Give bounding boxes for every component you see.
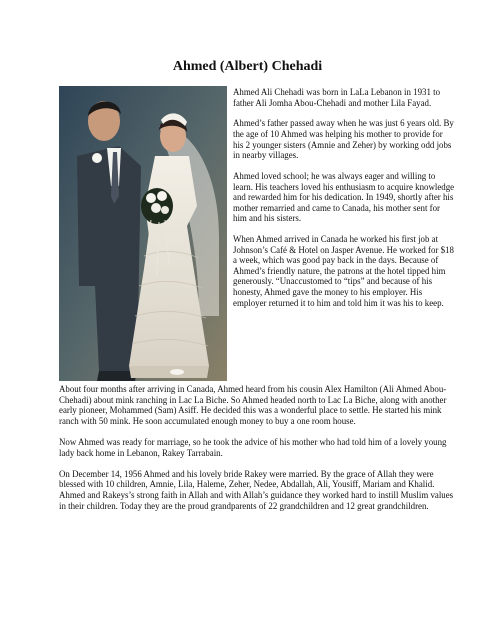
paragraph-mink-ranch: About four months after arriving in Canada, Ahmed heard from his cousin Alex Hamilton (Ali Ahmed Abou-Chehadi) about mink ranching in Lac La Biche. So Ahmed headed north to Lac La Biche, along with another early pioneer, Mohammed (Sam) Asiff. He decided this was a wonderful place to settle. He started his mink ranch with 50 mink. He soon accumulated enough money to buy a one room house.	[59, 384, 447, 427]
paragraph-marriage-advice: Now Ahmed was ready for marriage, so he took the advice of his mother who had told him of a lovely young lady back home in Lebanon, Rakey Tarrabain.	[59, 437, 447, 458]
wedding-photo	[59, 86, 227, 381]
paragraph-arrival: When Ahmed arrived in Canada he worked his first job at Johnson’s Café & Hotel on Jasper Avenue. He worked for $18 a week, which was good pay back in the days. Because of Ahmed’s friendly nature, the patrons at the hotel tipped him generously. “Unaccustomed to “tips” and because of his honesty, Ahmed gave the money to his employer. His employer returned it to him and told him it was his to keep.	[233, 234, 454, 308]
paragraph-childhood: Ahmed’s father passed away when he was just 6 years old. By the age of 10 Ahmed was helping his mother to provide for his 2 younger sisters (Amnie and Zeher) by working odd jobs in nearby villages.	[233, 118, 454, 161]
side-text-column	[233, 87, 455, 318]
paragraph-school: Ahmed loved school; he was always eager and willing to learn. His teachers loved his enthusiasm to acquire knowledge and rewarded him for his dedication. In 1949, shortly after his mother remarried and came to Canada, his mother sent for him and his sisters.	[233, 170, 455, 224]
page-title: Ahmed (Albert) Chehadi	[172, 59, 323, 74]
paragraph-family: On December 14, 1956 Ahmed and his lovely bride Rakey were married. By the grace of Allah they were blessed with 10 children, Amnie, Lila, Haleme, Zeher, Nedee, Abdallah, Ali, Yousiff, Mariam and Khalid. Ahmed and Rakeys’s strong faith in Allah and with Allah’s guidance they worked hard to instill Muslim values in their children. Today they are the proud grandparents of 22 grandchildren and 12 great grandchildren.	[59, 468, 454, 511]
paragraph-birth: Ahmed Ali Chehadi was born in LaLa Lebanon in 1931 to father Ali Jomha Abou-Chehadi and mother Lila Fayad.	[233, 87, 441, 108]
full-width-text	[59, 384, 459, 522]
wedding-photo-illustration	[59, 86, 227, 381]
